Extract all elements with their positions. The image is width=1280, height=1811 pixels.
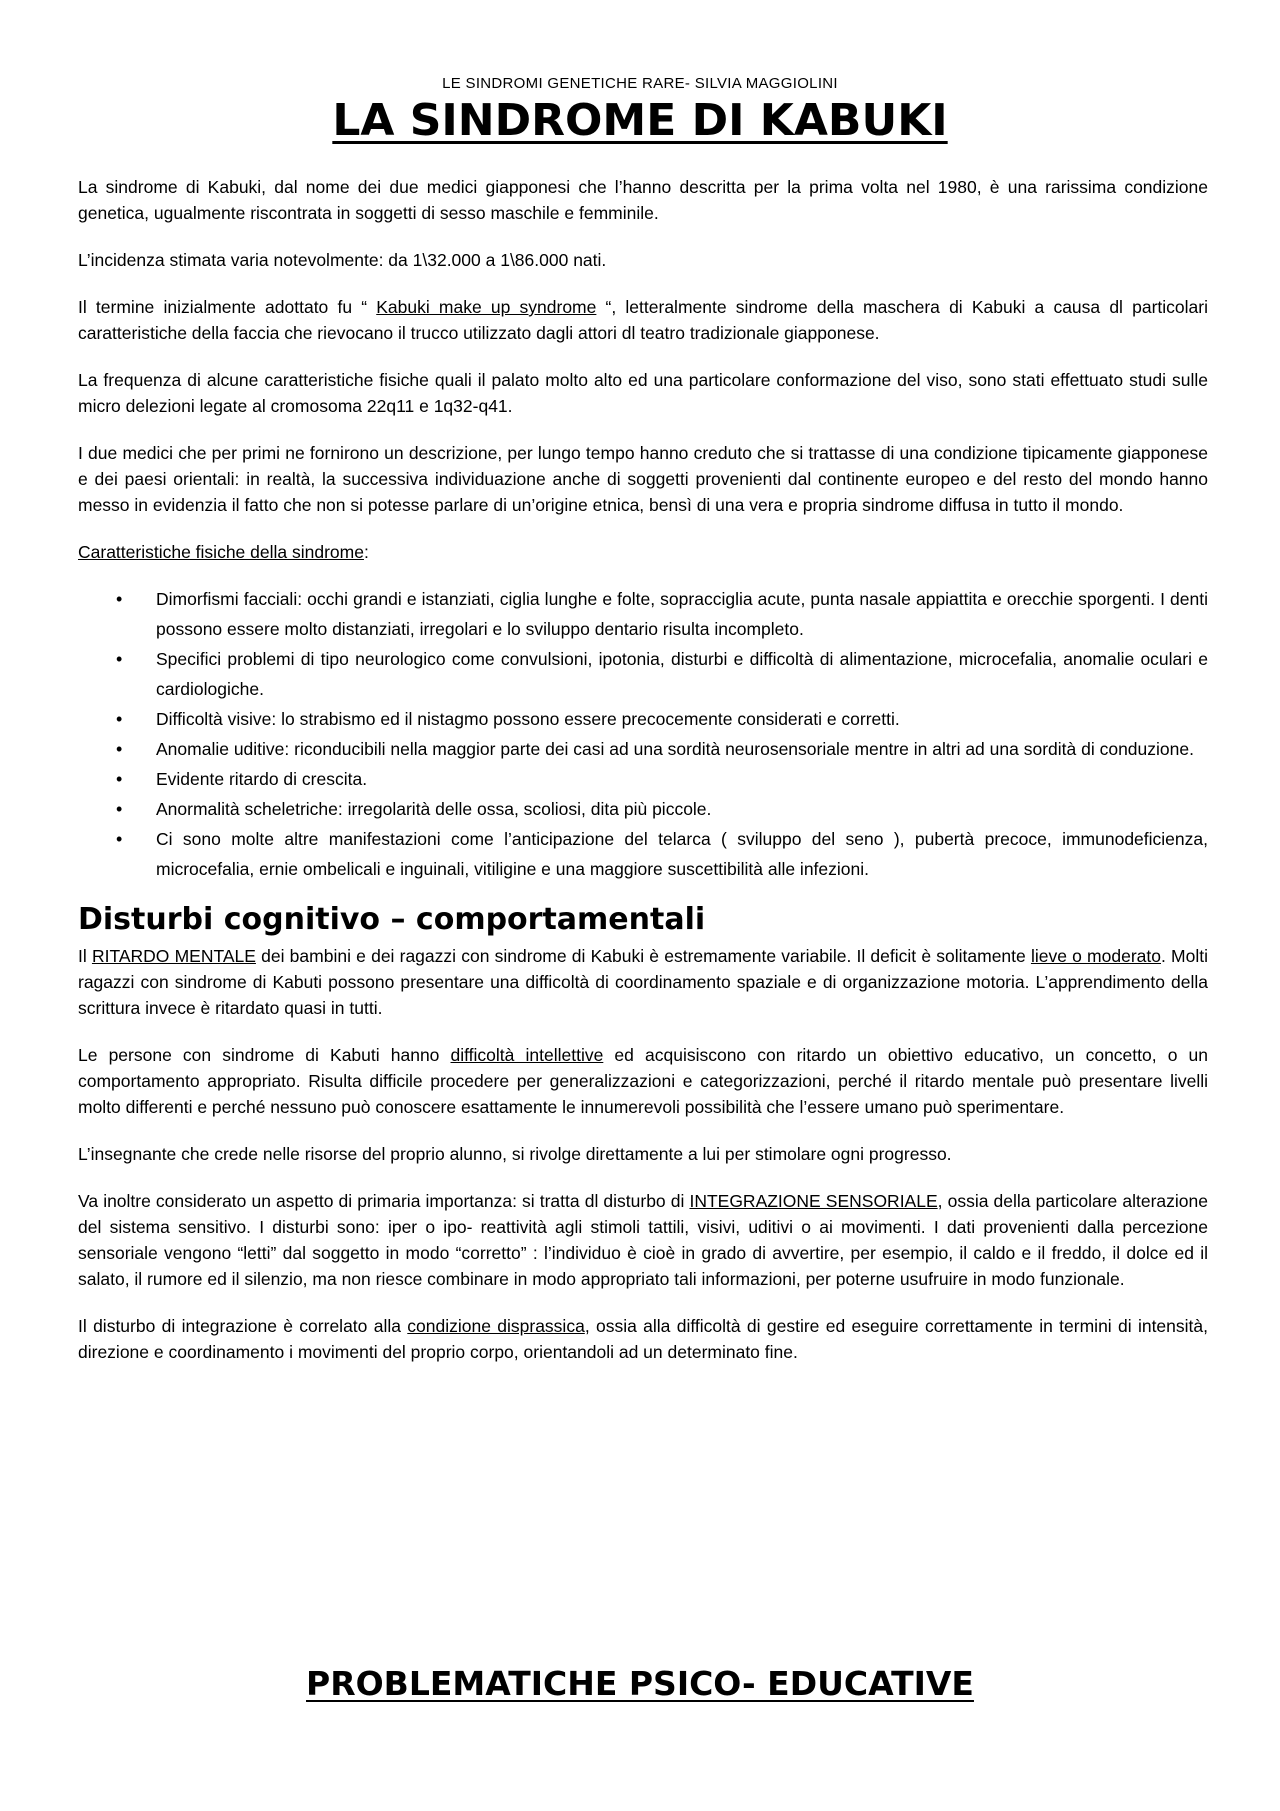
cognitive-p4-a: Va inoltre considerato un aspetto di primaria importanza: si tratta dl disturbo di bbox=[78, 1191, 690, 1211]
cognitive-p5-a: Il disturbo di integrazione è correlato alla bbox=[78, 1316, 408, 1336]
integrazione-sensoriale-underlined: INTEGRAZIONE SENSORIALE bbox=[689, 1191, 938, 1211]
cognitive-p1-b: dei bambini e dei ragazzi con sindrome di Kabuki è estremamente variabile. Il deficit è solitamente bbox=[255, 946, 1031, 966]
intro-p3-before: Il termine inizialmente adottato fu “ bbox=[78, 297, 377, 317]
cognitive-p2-b: ed acquisiscono con ritardo un obiettivo educativo, un concetto, o un comportamento appropriato. Risulta difficile procedere per generalizzazioni e categorizzazioni, perché il ritardo mentale può presentare livelli molto differenti e perché nessuno può conoscere esattamente le innumerevoli possibilità che l’essere umano può sperimentare. bbox=[78, 1045, 1209, 1117]
bullet-icon: • bbox=[116, 649, 123, 669]
page-title bbox=[0, 95, 1280, 147]
features-list bbox=[78, 584, 1208, 884]
cognitive-p5-b: , ossia alla difficoltà di gestire ed eseguire correttamente in termini di intensità, direzione e coordinamento i movimenti del proprio corpo, orientandoli ad un determinato fine. bbox=[78, 1316, 1208, 1362]
intro-paragraph-1: La sindrome di Kabuki, dal nome dei due medici giapponesi che l’hanno descritta per la prima volta nel 1980, è una rarissima condizione genetica, ugualmente riscontrata in soggetti di sesso maschile e femminile. bbox=[78, 177, 1208, 223]
difficolta-intellettive-underlined: difficoltà intellettive bbox=[450, 1045, 604, 1065]
bullet-icon: • bbox=[116, 589, 123, 609]
list-item bbox=[78, 584, 1208, 644]
cognitive-paragraph-4 bbox=[78, 1188, 1208, 1292]
cognitive-p1-a: Il bbox=[78, 946, 92, 966]
cognitive-p4-b: , ossia della particolare alterazione del sistema sensitivo. I disturbi sono: iper o ipo- reattività agli stimoli tattili, visivi, uditivi o ai movimenti. I dati provenienti dalla percezione sensoriale vengono “letti” dal soggetto in modo “corretto” : l’individuo è cioè in grado di avvertire, per esempio, il caldo e il freddo, il dolce ed il salato, il rumore ed il silenzio, ma non riesce combinare in modo appropriato tali informazioni, per poterne usufruire in modo funzionale. bbox=[78, 1191, 1208, 1289]
next-section-title bbox=[0, 1664, 1280, 1703]
bullet-icon: • bbox=[116, 829, 123, 849]
bullet-icon: • bbox=[116, 769, 123, 789]
list-item bbox=[78, 734, 1208, 764]
list-item bbox=[78, 644, 1208, 704]
cognitive-p2-a: Le persone con sindrome di Kabuti hanno bbox=[78, 1045, 451, 1065]
cognitive-p1-c: . Molti ragazzi con sindrome di Kabuti possono presentare una difficoltà di coordinamento spaziale e di organizzazione motoria. L’apprendimento della scrittura invece è ritardato quasi in tutti. bbox=[78, 946, 1208, 1018]
bullet-icon: • bbox=[116, 739, 123, 759]
list-item-text: Difficoltà visive: lo strabismo ed il nistagmo possono essere precocemente considerati e corretti. bbox=[156, 709, 900, 729]
kabuki-term-underlined: Kabuki make up syndrome bbox=[376, 297, 597, 317]
document-header-note: LE SINDROMI GENETICHE RARE- SILVIA MAGGIOLINI bbox=[442, 75, 838, 92]
cognitive-paragraph-3: L’insegnante che crede nelle risorse del proprio alunno, si rivolge direttamente a lui per stimolare ogni progresso. bbox=[78, 1144, 952, 1164]
cognitive-section-title: Disturbi cognitivo – comportamentali bbox=[78, 902, 706, 937]
features-heading-text: Caratteristiche fisiche della sindrome bbox=[78, 542, 364, 562]
cognitive-paragraph-5 bbox=[78, 1313, 1208, 1365]
bullet-icon: • bbox=[116, 709, 123, 729]
list-item-text: Anormalità scheletriche: irregolarità delle ossa, scoliosi, dita più piccole. bbox=[156, 799, 712, 819]
condizione-disprassica-underlined: condizione disprassica bbox=[407, 1316, 585, 1336]
list-item bbox=[78, 794, 1208, 824]
intro-paragraph-2: L’incidenza stimata varia notevolmente: da 1\32.000 a 1\86.000 nati. bbox=[78, 250, 607, 270]
lieve-moderato-underlined: lieve o moderato bbox=[1030, 946, 1161, 966]
document-body bbox=[78, 174, 1208, 1386]
features-heading-suffix: : bbox=[363, 542, 369, 562]
list-item bbox=[78, 704, 1208, 734]
intro-p3-after: “, letteralmente sindrome della maschera di Kabuki a causa dl particolari caratteristiche della faccia che rievocano il trucco utilizzato dagli attori dl teatro tradizionale giapponese. bbox=[78, 297, 1208, 343]
bullet-icon: • bbox=[116, 799, 123, 819]
next-section-title-text: PROBLEMATICHE PSICO- EDUCATIVE bbox=[306, 1664, 974, 1703]
list-item-text: Dimorfismi facciali: occhi grandi e istanziati, ciglia lunghe e folte, sopracciglia acute, punta nasale appiattita e orecchie sporgenti. I denti possono essere molto distanziati, irregolari e lo sviluppo dentario risulta incompleto. bbox=[156, 589, 1208, 639]
list-item-text: Anomalie uditive: riconducibili nella maggior parte dei casi ad una sordità neurosensoriale mentre in altri ad una sordità di conduzione. bbox=[156, 739, 1194, 759]
cognitive-paragraph-2 bbox=[78, 1042, 1208, 1120]
list-item bbox=[78, 824, 1208, 884]
intro-paragraph-3 bbox=[78, 294, 1208, 346]
list-item-text: Ci sono molte altre manifestazioni come l’anticipazione del telarca ( sviluppo del seno ), pubertà precoce, immunodeficienza, microcefalia, ernie ombelicali e inguinali, vitiligine e una maggiore suscettibilità alle infezioni. bbox=[156, 829, 1208, 879]
ritardo-mentale-underlined: RITARDO MENTALE bbox=[91, 946, 256, 966]
intro-paragraph-4: La frequenza di alcune caratteristiche fisiche quali il palato molto alto ed una particolare conformazione del viso, sono stati effettuato studi sulle micro delezioni legate al cromosoma 22q11 e 1q32-q41. bbox=[78, 370, 1208, 416]
list-item-text: Specifici problemi di tipo neurologico come convulsioni, ipotonia, disturbi e difficoltà di alimentazione, microcefalia, anomalie oculari e cardiologiche. bbox=[156, 649, 1208, 699]
cognitive-paragraph-1 bbox=[78, 943, 1208, 1021]
intro-paragraph-5: I due medici che per primi ne fornirono un descrizione, per lungo tempo hanno creduto che si trattasse di una condizione tipicamente giapponese e dei paesi orientali: in realtà, la successiva individuazione anche di soggetti provenienti dal continente europeo e del resto del mondo hanno messo in evidenzia il fatto che non si potesse parlare di un’origine etnica, bensì di una vera e propria sindrome diffusa in tutto il mondo. bbox=[78, 443, 1208, 515]
features-heading bbox=[78, 539, 1208, 565]
page-title-text: LA SINDROME DI KABUKI bbox=[332, 95, 948, 146]
list-item-text: Evidente ritardo di crescita. bbox=[156, 769, 368, 789]
list-item bbox=[78, 764, 1208, 794]
